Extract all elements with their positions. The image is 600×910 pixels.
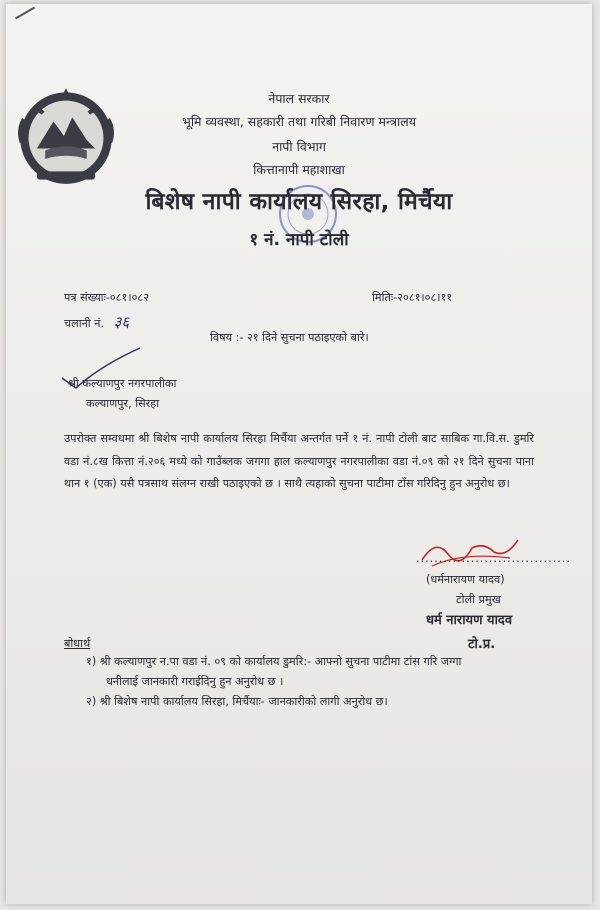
letter-number: पत्र संख्याः-०८१।०८२ — [64, 291, 150, 304]
dispatch-number — [64, 312, 129, 332]
header-ministry: भूमि व्यवस्था, सहकारी तथा गरिबी निवारण मन्त्रालय — [182, 114, 416, 129]
dispatch-value: ३६ — [113, 313, 130, 331]
signer-name: (धर्मनारायण यादव) — [426, 573, 505, 586]
letter-body: उपरोक्त सम्वधमा श्री बिशेष नापी कार्यालय सिरहा मिर्चैया अन्तर्गत पर्ने १ नं. नापी टोली बाट साबिक गा.वि.स. डुमरि वडा नं.८ख कित्ता नं.२०६ मध्ये को गाउँब्लक जगगा हाल कल्याणपुर नगरपालीका वडा नं.०९ को २१ दिने सुचना पाना थान १ (एक) यसै पत्रसाथ संलग्न राखी पठाइएको छ । साथै त्यहाको सुचना पाटीमा टाँस गरिदिनु हुन अनुरोध छ। — [64, 432, 534, 490]
cc-label: बोधार्थ — [64, 637, 91, 650]
recipient-address: कल्याणपुर, सिरहा — [86, 397, 160, 410]
dispatch-label: चलानी नं. — [64, 317, 105, 330]
fold-mark — [15, 7, 35, 20]
signer-role: टोली प्रमुख — [456, 593, 501, 606]
office-title: बिशेष नापी कार्यालय सिरहा, मिर्चैया — [145, 189, 453, 215]
team-title: १ नं. नापी टोली — [249, 230, 349, 250]
header-govt: नेपाल सरकार — [268, 91, 330, 106]
cc-item-1-cont: धनीलाई जानकारी गराईदिनु हुन अनुरोध छ । — [106, 675, 284, 688]
cc-item-2: २) श्री बिशेष नापी कार्यालय सिरहा, मिर्चैयाः- जानकारीको लागी अनुरोध छ। — [86, 695, 388, 708]
stamp-name: धर्म नारायण यादव — [426, 613, 513, 628]
signature-dots: .................................. — [416, 552, 571, 565]
subject-line: विषय :- २१ दिने सुचना पठाइएको बारे। — [210, 331, 369, 344]
header-division: कित्तानापी महाशाखा — [253, 162, 345, 177]
recipient-name: श्री कल्याणपुर नगरपालीका — [68, 377, 177, 390]
letter-date: मितिः-२०८१।०८।११ — [372, 291, 453, 304]
cc-item-1: १) श्री कल्याणपुर न.पा वडा नं. ०९ को कार्यालय डुमरि:- आफ्नो सुचना पाटीमा टांस गरि जग्गा — [86, 655, 462, 668]
header-department: नापी विभाग — [272, 139, 326, 154]
stamp-role: टो.प्र. — [468, 637, 496, 652]
letter-page — [6, 4, 592, 904]
